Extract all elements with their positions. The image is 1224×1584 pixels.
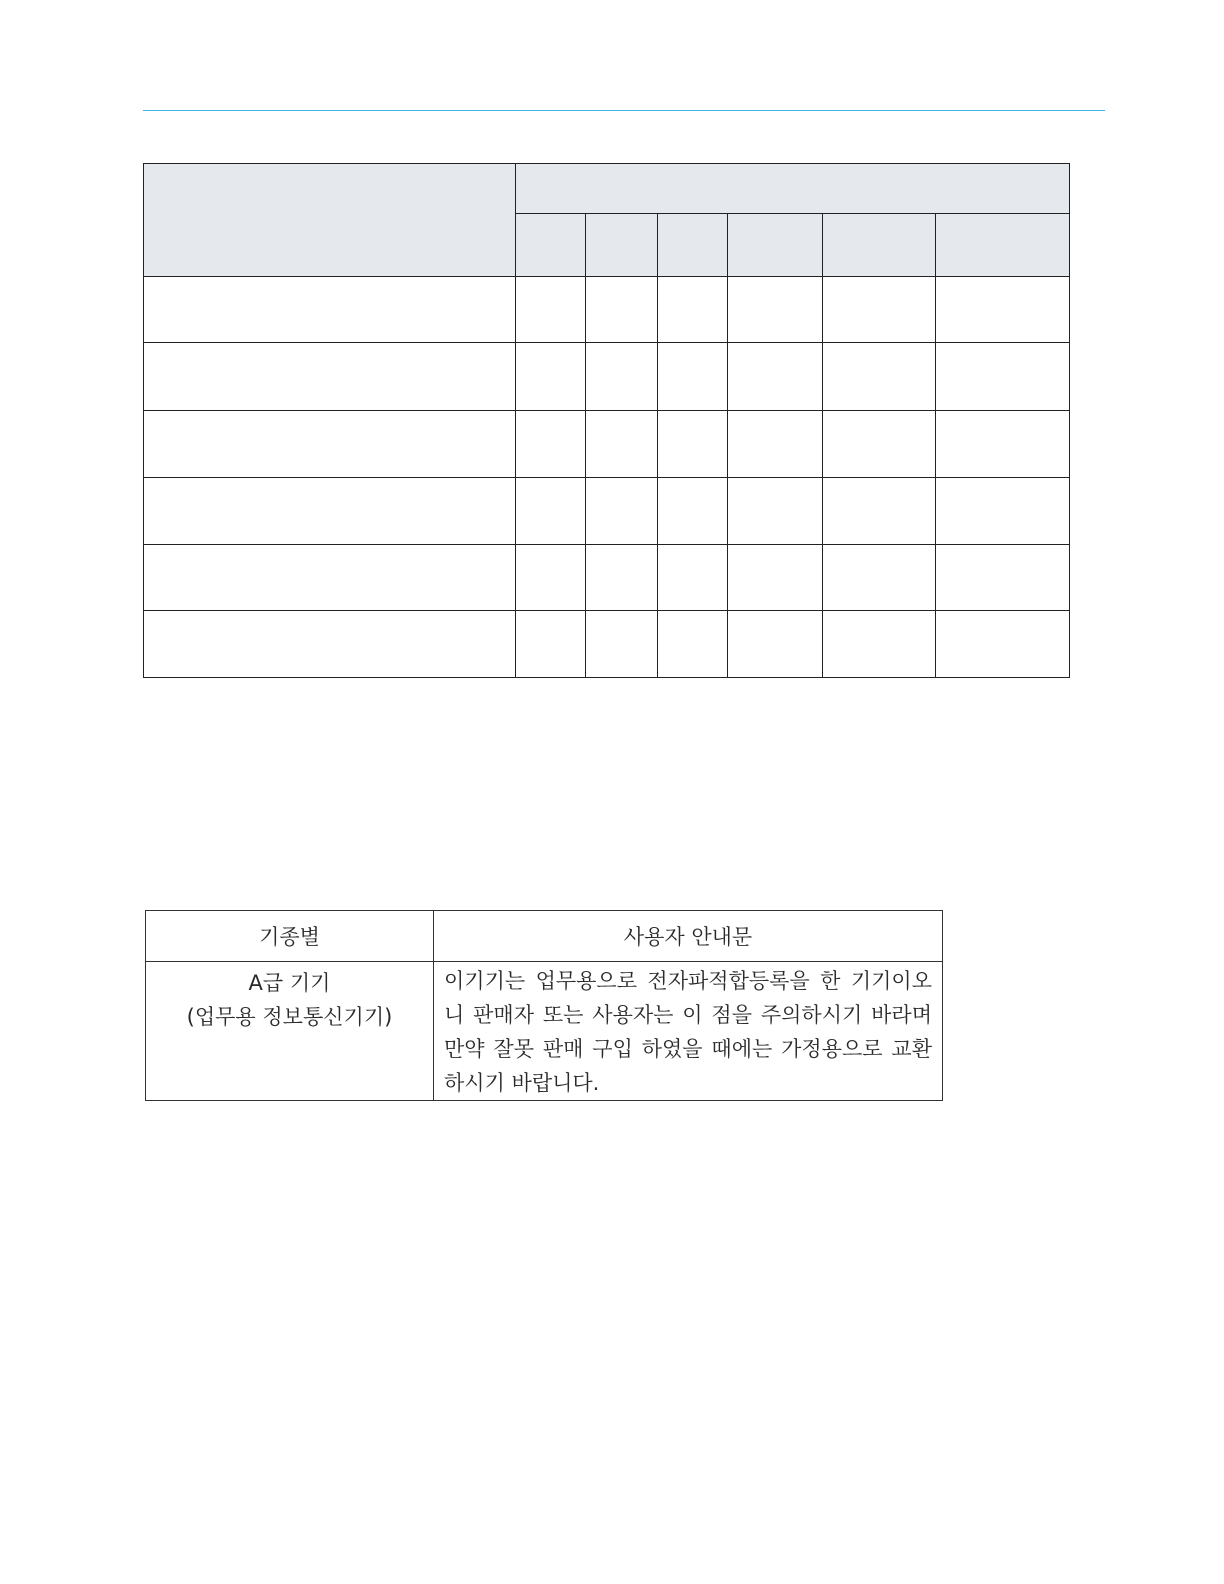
table-row (144, 277, 1070, 343)
grid-subheader-cell (936, 214, 1070, 277)
table-row (144, 411, 1070, 478)
table-row (144, 478, 1070, 545)
grid-subheader-cell (728, 214, 823, 277)
blank-grid-table (143, 163, 1070, 678)
device-class-cell (146, 962, 434, 1101)
grid-subheader-cell (586, 214, 658, 277)
device-class-sublabel: (업무용 정보통신기기) (186, 1005, 393, 1029)
device-class-label: A급 기기 (248, 971, 331, 995)
device-class-header: 기종별 (146, 911, 434, 962)
header-rule (143, 110, 1105, 111)
user-notice-table (145, 910, 943, 1101)
user-guidance-header: 사용자 안내문 (434, 911, 943, 962)
user-guidance-text: 이기기는 업무용으로 전자파적합등록을 한 기기이오니 판매자 또는 사용자는 이 점을 주의하시기 바라며 만약 잘못 판매 구입 하였을 때에는 가정용으로 교환하시기 바랍니다. (434, 962, 943, 1101)
grid-header-group (516, 164, 1070, 214)
grid-header-corner (144, 164, 516, 277)
table-row (144, 545, 1070, 611)
table-row (144, 343, 1070, 411)
grid-subheader-cell (823, 214, 936, 277)
table-row (144, 611, 1070, 678)
grid-subheader-cell (516, 214, 586, 277)
grid-subheader-cell (658, 214, 728, 277)
